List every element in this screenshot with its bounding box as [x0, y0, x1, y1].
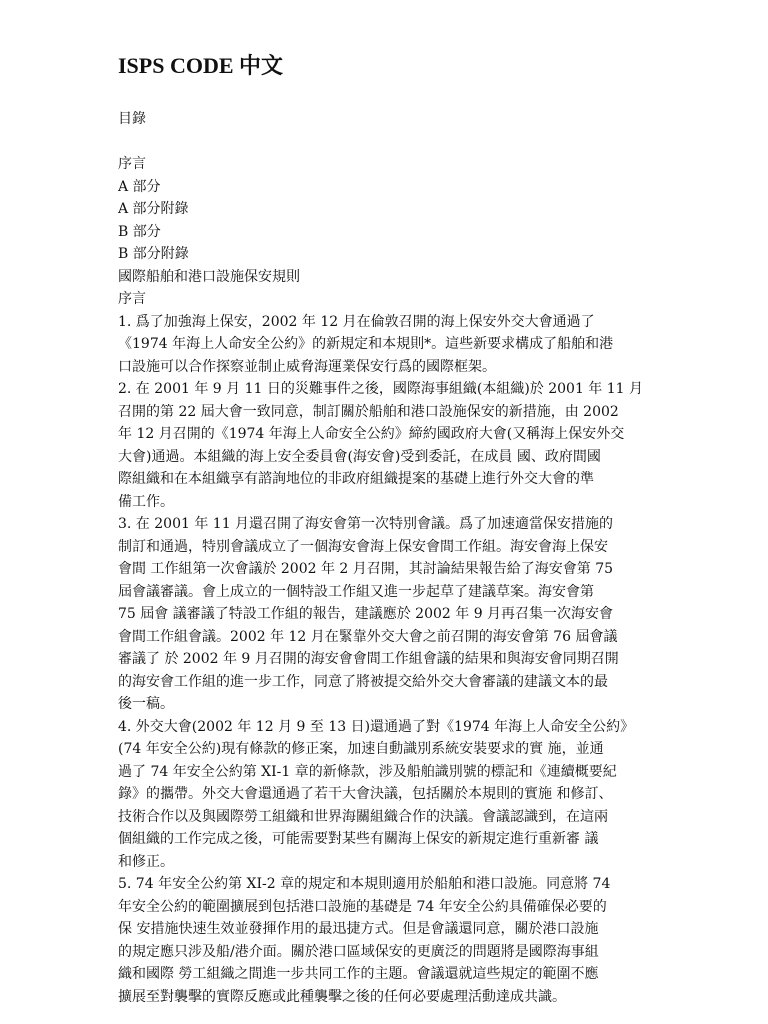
paragraph-5-line: 保 安措施快速生效並發揮作用的最迅捷方式。但是會議還同意，關於港口設施: [118, 921, 599, 937]
toc-item-part-a: A 部分: [118, 178, 161, 195]
paragraph-2-line: 備工作。: [118, 493, 174, 510]
paragraph-3-line: 後一稿。: [118, 696, 174, 712]
paragraph-2-line: 際組織和在本組織享有諮詢地位的非政府組織提案的基礎上進行外交大會的準: [118, 471, 594, 487]
paragraph-4-line: 4. 外交大會(2002 年 12 月 9 至 13 日)還通過了對《1974 年海上人命安全公約》: [118, 718, 635, 735]
paragraph-3-line: 3. 在 2001 年 11 月還召開了海安會第一次特別會議。爲了加速適當保安措施的: [118, 516, 614, 532]
paragraph-2-line: 2. 在 2001 年 9 月 11 日的災難事件之後，國際海事組織(本組織)於 2001 年 11 月: [118, 381, 644, 397]
paragraph-1-line: 1. 爲了加強海上保安，2002 年 12 月在倫敦召開的海上保安外交大會通過了: [118, 313, 595, 330]
paragraph-3-line: 會間 工作組第一次會議於 2002 年 2 月召開，其討論結果報告給了海安會第 75: [118, 561, 614, 577]
paragraph-4-line: (74 年安全公約)現有條款的修正案，加速自動識別系統安裝要求的實 施，並通: [118, 741, 604, 757]
paragraph-4-line: 過了 74 年安全公約第 XI-1 章的新條款，涉及船舶識別號的標記和《連續概要紀: [118, 763, 617, 780]
paragraph-5-line: 織和國際 勞工組織之間進一步共同工作的主題。會議還就這些規定的範圍不應: [118, 966, 599, 982]
paragraph-5-line: 5. 74 年安全公約第 XI-2 章的規定和本規則適用於船舶和港口設施。同意將 74: [118, 876, 611, 892]
toc-item-part-b-appendix: B 部分附錄: [118, 246, 189, 262]
document-body: [118, 108, 663, 1008]
paragraph-2-line: 大會)通過。本組織的海上安全委員會(海安會)受到委託，在成員 國、政府間國: [118, 448, 601, 465]
paragraph-3-line: 屆會議審議。會上成立的一個特設工作組又進一步起草了建議草案。海安會第: [118, 583, 594, 600]
paragraph-5-line: 年安全公約的範圍擴展到包括港口設施的基礎是 74 年安全公約具備確保必要的: [118, 898, 607, 915]
toc-item-part-b: B 部分: [118, 223, 161, 240]
paragraph-4-line: 錄》的攜帶。外交大會還通過了若干大會決議，包括關於本規則的實施 和修訂、: [118, 786, 613, 802]
paragraph-4-line: 個組織的工作完成之後，可能需要對某些有關海上保安的新規定進行重新審 議: [118, 831, 599, 847]
paragraph-3-line: 會間工作組會議。2002 年 12 月在緊靠外交大會之前召開的海安會第 76 屆會議: [118, 628, 618, 645]
toc-item-preface: 序言: [118, 156, 146, 172]
paragraph-5-line: 的規定應只涉及船/港介面。關於港口區域保安的更廣泛的問題將是國際海事組: [118, 943, 599, 960]
paragraph-1-line: 口設施可以合作探察並制止威脅海運業保安行爲的國際框架。: [118, 358, 496, 375]
toc-item-part-a-appendix: A 部分附錄: [118, 201, 189, 217]
section-title: 國際船舶和港口設施保安規則: [118, 268, 300, 285]
paragraph-3-line: 的海安會工作組的進一步工作，同意了將被提交給外交大會審議的建議文本的最: [118, 673, 608, 690]
paragraph-2-line: 年 12 月召開的《1974 年海上人命安全公約》締約國政府大會(又稱海上保安外交: [118, 426, 625, 442]
paragraph-3-line: 制訂和通過，特別會議成立了一個海安會海上保安會間工作組。海安會海上保安: [118, 538, 608, 555]
paragraph-3-line: 75 屆會 議審議了特設工作組的報告，建議應於 2002 年 9 月再召集一次海安會: [118, 606, 614, 622]
paragraph-5-line: 擴展至對襲擊的實際反應或此種襲擊之後的任何必要處理活動達成共識。: [118, 988, 566, 1005]
blank-line: [118, 131, 663, 154]
paragraph-2-line: 召開的第 22 屆大會一致同意，制訂關於船舶和港口設施保安的新措施，由 2002: [118, 403, 619, 420]
table-of-contents: [118, 153, 663, 311]
paragraph-3-line: 審議了 於 2002 年 9 月召開的海安會會間工作組會議的結果和與海安會同期召開: [118, 651, 619, 667]
contents-heading: 目錄: [118, 111, 146, 127]
paragraph-1-line: 《1974 年海上人命安全公約》的新規定和本規則*。這些新要求構成了船舶和港: [118, 336, 614, 352]
paragraph-4-line: 和修正。: [118, 853, 174, 870]
section-preface-heading: 序言: [118, 291, 146, 307]
document-title: ISPS CODE 中文: [118, 53, 284, 78]
preface-text: [118, 311, 663, 1009]
paragraph-4-line: 技術合作以及與國際勞工組織和世界海關組織合作的決議。會議認識到，在這兩: [118, 808, 608, 825]
